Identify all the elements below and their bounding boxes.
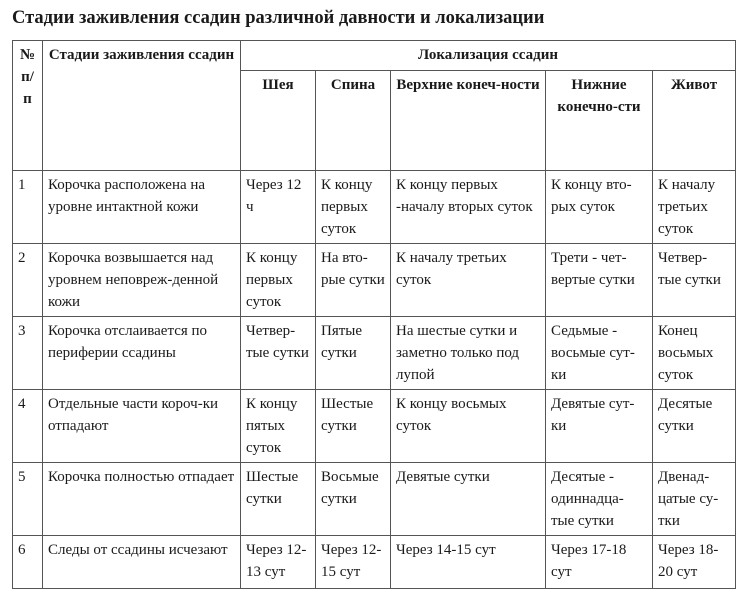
- header-col-abdomen: Живот: [653, 71, 736, 171]
- cell-neck: Шестые сутки: [241, 463, 316, 536]
- table-row: [13, 317, 736, 390]
- header-col-back: Спина: [316, 71, 391, 171]
- cell-upper-limbs: К концу восьмых суток: [391, 390, 546, 463]
- cell-back: Восьмые сутки: [316, 463, 391, 536]
- cell-abdomen: К началу третьих суток: [653, 171, 736, 244]
- cell-back: Шестые сутки: [316, 390, 391, 463]
- cell-back: К концу первых суток: [316, 171, 391, 244]
- table-row: [13, 171, 736, 244]
- cell-upper-limbs: Девятые сутки: [391, 463, 546, 536]
- cell-abdomen: Десятые сутки: [653, 390, 736, 463]
- cell-lower-limbs: К концу вто-рых суток: [546, 171, 653, 244]
- cell-neck: Через 12 ч: [241, 171, 316, 244]
- row-stage: Отдельные части короч-ки отпадают: [43, 390, 241, 463]
- cell-abdomen: Через 18-20 сут: [653, 536, 736, 589]
- cell-neck: К концу первых суток: [241, 244, 316, 317]
- cell-back: Через 12-15 сут: [316, 536, 391, 589]
- table-row: [13, 244, 736, 317]
- row-stage: Корочка отслаивается по периферии ссадины: [43, 317, 241, 390]
- cell-lower-limbs: Трети - чет-вертые сутки: [546, 244, 653, 317]
- header-localization: Локализация ссадин: [241, 41, 736, 71]
- header-col-upper-limbs: Верхние конеч-ности: [391, 71, 546, 171]
- row-num: 4: [13, 390, 43, 463]
- cell-neck: Через 12-13 сут: [241, 536, 316, 589]
- row-num: 3: [13, 317, 43, 390]
- cell-lower-limbs: Девятые сут-ки: [546, 390, 653, 463]
- cell-upper-limbs: К началу третьих суток: [391, 244, 546, 317]
- row-stage: Корочка возвышается над уровнем неповреж-денной кожи: [43, 244, 241, 317]
- table-row: [13, 536, 736, 589]
- row-num: 1: [13, 171, 43, 244]
- row-stage: Следы от ссадины исчезают: [43, 536, 241, 589]
- cell-neck: К концу пятых суток: [241, 390, 316, 463]
- cell-lower-limbs: Десятые - одиннадца-тые сутки: [546, 463, 653, 536]
- row-num: 6: [13, 536, 43, 589]
- cell-upper-limbs: К концу первых -началу вторых суток: [391, 171, 546, 244]
- row-stage: Корочка полностью отпадает: [43, 463, 241, 536]
- header-num: № п/п: [13, 41, 43, 171]
- header-row-top: [13, 41, 736, 71]
- cell-upper-limbs: На шестые сутки и заметно только под лупой: [391, 317, 546, 390]
- cell-abdomen: Конец восьмых суток: [653, 317, 736, 390]
- header-stage: Стадии заживления ссадин: [43, 41, 241, 171]
- row-stage: Корочка расположена на уровне интактной кожи: [43, 171, 241, 244]
- cell-abdomen: Двенад-цатые су-тки: [653, 463, 736, 536]
- cell-upper-limbs: Через 14-15 сут: [391, 536, 546, 589]
- page-title: Стадии заживления ссадин различной давности и локализации: [12, 8, 545, 28]
- cell-back: Пятые сутки: [316, 317, 391, 390]
- healing-stages-table: [12, 40, 736, 589]
- header-col-lower-limbs: Нижние конечно-сти: [546, 71, 653, 171]
- cell-neck: Четвер-тые сутки: [241, 317, 316, 390]
- cell-back: На вто-рые сутки: [316, 244, 391, 317]
- cell-lower-limbs: Через 17-18 сут: [546, 536, 653, 589]
- table-row: [13, 463, 736, 536]
- row-num: 2: [13, 244, 43, 317]
- cell-abdomen: Четвер-тые сутки: [653, 244, 736, 317]
- row-num: 5: [13, 463, 43, 536]
- header-col-neck: Шея: [241, 71, 316, 171]
- cell-lower-limbs: Седьмые - восьмые сут-ки: [546, 317, 653, 390]
- table-row: [13, 390, 736, 463]
